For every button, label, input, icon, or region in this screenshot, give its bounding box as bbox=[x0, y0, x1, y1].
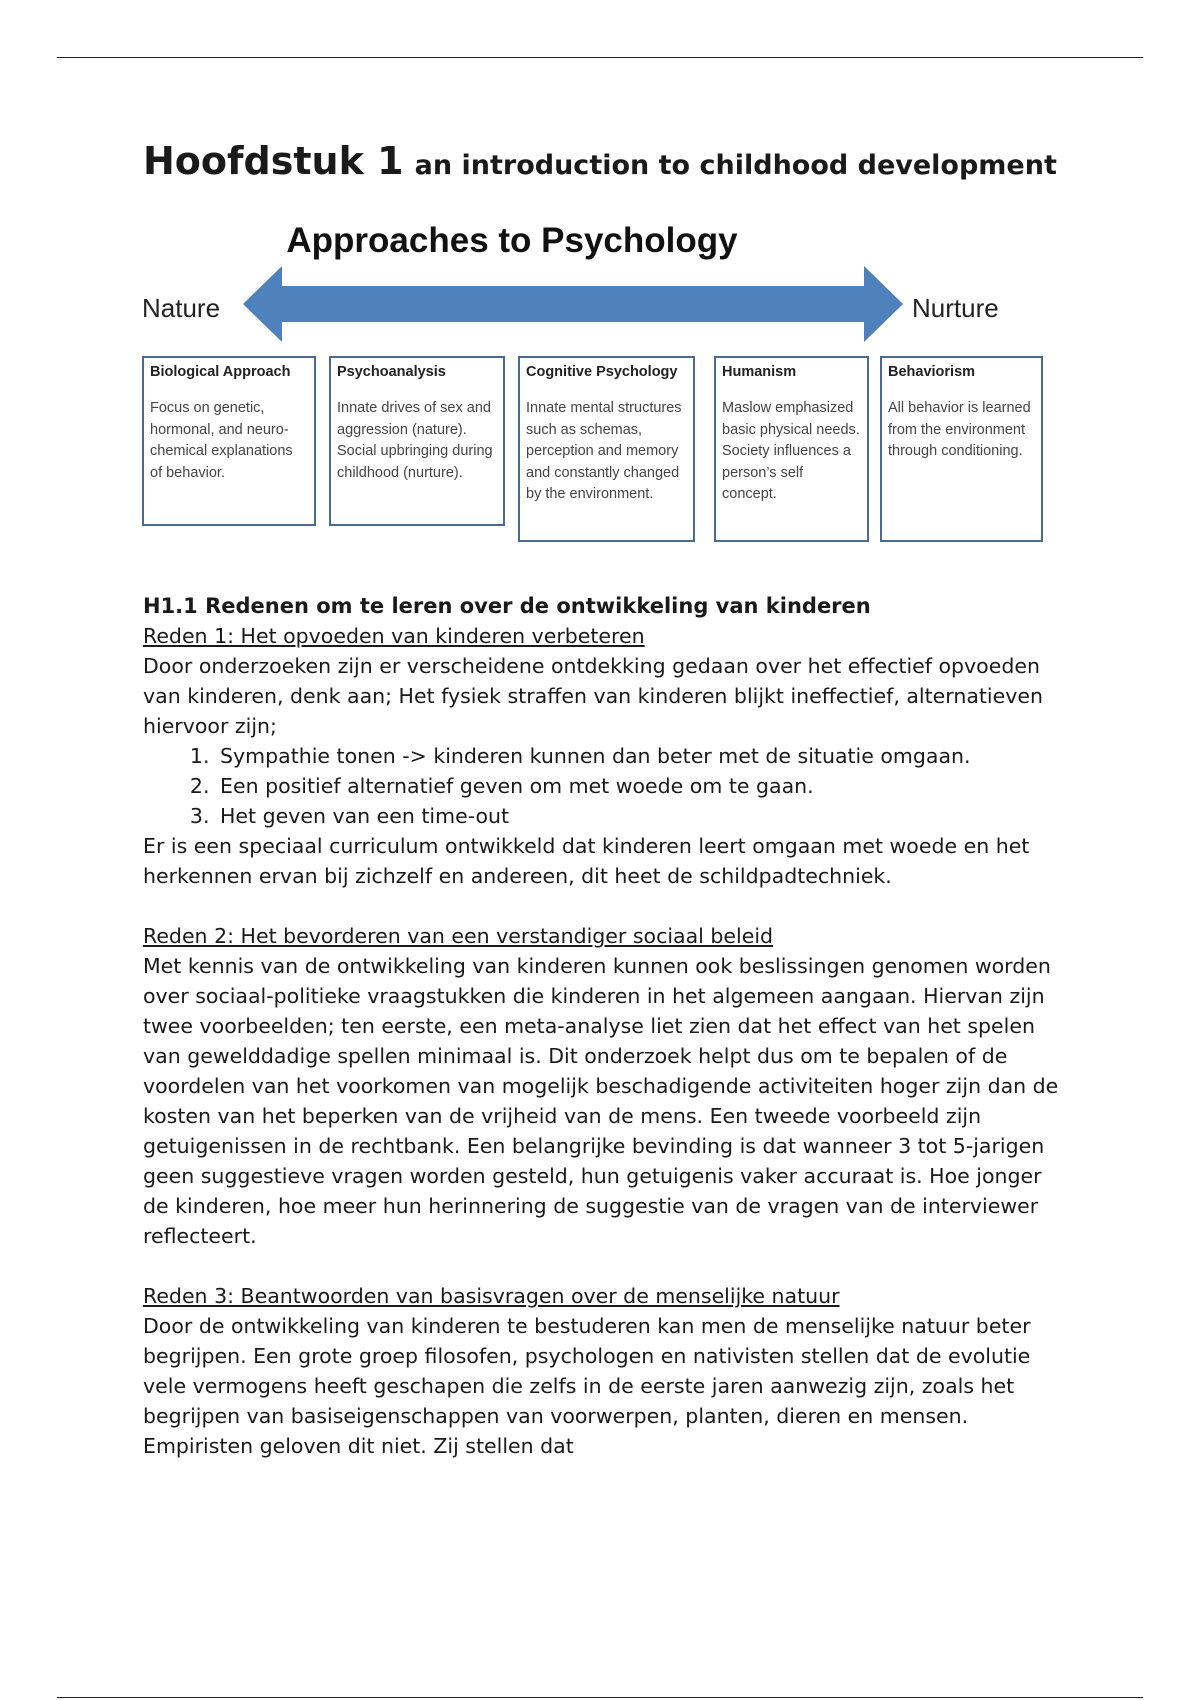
reden-2-title: Reden 2: Het bevorderen van een verstandiger sociaal beleid bbox=[143, 924, 774, 948]
approach-text: Focus on genetic, hormonal, and neuro-chemical explanations of behavior. bbox=[150, 400, 293, 481]
header-rule bbox=[57, 57, 1143, 58]
double-arrow-shape bbox=[243, 266, 903, 342]
approach-box-cognitive bbox=[518, 356, 695, 542]
approach-heading: Humanism bbox=[722, 364, 797, 380]
list-item: 3. Het geven van een time-out bbox=[216, 801, 1063, 831]
approach-box-psychoanalysis bbox=[329, 356, 505, 526]
approach-heading: Biological Approach bbox=[150, 364, 291, 380]
reden-2-text: Met kennis van de ontwikkeling van kinderen kunnen ook beslissingen genomen worden over sociaal-politieke vraagstukken die kinderen in het algemeen aangaan. Hiervan zijn twee voorbeelden; ten eerste, een meta-analyse liet zien dat het effect van het spelen van gewelddadige spellen minimaal is. Dit onderzoek helpt dus om te bepalen of de voordelen van het voorkomen van mogelijk beschadigende activiteiten hoger zijn dan de kosten van het beperken van de vrijheid van de mens. Een tweede voorbeeld zijn getuigenissen in de rechtbank. Een belangrijke bevinding is dat wanneer 3 tot 5-jarigen geen suggestieve vragen worden gesteld, hun getuigenis vaker accuraat is. Hoe jonger de kinderen, hoe meer hun herinnering de suggestie van de vragen van de interviewer reflecteert. bbox=[143, 954, 1059, 1248]
approach-heading: Behaviorism bbox=[888, 364, 976, 380]
approach-heading: Psychoanalysis bbox=[337, 364, 446, 380]
page-title bbox=[143, 140, 1063, 187]
approach-box-behaviorism bbox=[880, 356, 1043, 542]
page-content bbox=[143, 140, 1063, 1461]
approach-heading: Cognitive Psychology bbox=[526, 364, 678, 380]
chapter-subtitle: an introduction to childhood development bbox=[414, 150, 1057, 181]
reden-3-text: Door de ontwikkeling van kinderen te bestuderen kan men de menselijke natuur beter begrijpen. Een grote groep filosofen, psychologen en nativisten stellen dat de evolutie vele vermogens heeft geschapen die zelfs in de eerste jaren aanwezig zijn, zoals het begrijpen van basiseigenschappen van voorwerpen, planten, dieren en mensen. Empiristen geloven dit niet. Zij stellen dat bbox=[143, 1314, 1031, 1458]
alternatives-list bbox=[143, 741, 1063, 831]
approach-text: Innate mental structures such as schemas, perception and memory and constantly changed by the environment. bbox=[526, 400, 682, 502]
nature-label: Nature bbox=[142, 293, 221, 323]
approach-text: Innate drives of sex and aggression (nature). Social upbringing during childhood (nurture). bbox=[337, 400, 493, 481]
reden-1-intro: Door onderzoeken zijn er verscheidene ontdekking gedaan over het effectief opvoeden van kinderen, denk aan; Het fysiek straffen van kinderen blijkt ineffectief, alternatieven hiervoor zijn; bbox=[143, 654, 1043, 738]
section-body bbox=[143, 621, 1063, 1461]
nurture-label: Nurture bbox=[912, 293, 999, 323]
approach-text: Maslow emphasized basic physical needs. Society influences a person’s self concept. bbox=[722, 400, 860, 502]
chapter-title: Hoofdstuk 1 bbox=[143, 139, 404, 183]
reden-1-title: Reden 1: Het opvoeden van kinderen verbeteren bbox=[143, 624, 645, 648]
approach-text: All behavior is learned from the environment through conditioning. bbox=[888, 400, 1031, 459]
approaches-diagram bbox=[142, 213, 1062, 553]
reden-3-title: Reden 3: Beantwoorden van basisvragen over de menselijke natuur bbox=[143, 1284, 840, 1308]
reden-1-outro: Er is een speciaal curriculum ontwikkeld dat kinderen leert omgaan met woede en het herkennen ervan bij zichzelf en andereen, dit heet de schildpadtechniek. bbox=[143, 834, 1030, 888]
approach-box-biological bbox=[142, 356, 316, 526]
section-heading: H1.1 Redenen om te leren over de ontwikkeling van kinderen bbox=[143, 594, 871, 618]
diagram-title: Approaches to Psychology bbox=[286, 221, 738, 260]
list-item: 2. Een positief alternatief geven om met woede om te gaan. bbox=[216, 771, 1063, 801]
approach-box-humanism bbox=[714, 356, 869, 542]
list-item: 1. Sympathie tonen -> kinderen kunnen dan beter met de situatie omgaan. bbox=[216, 741, 1063, 771]
footer-rule bbox=[57, 1697, 1143, 1698]
